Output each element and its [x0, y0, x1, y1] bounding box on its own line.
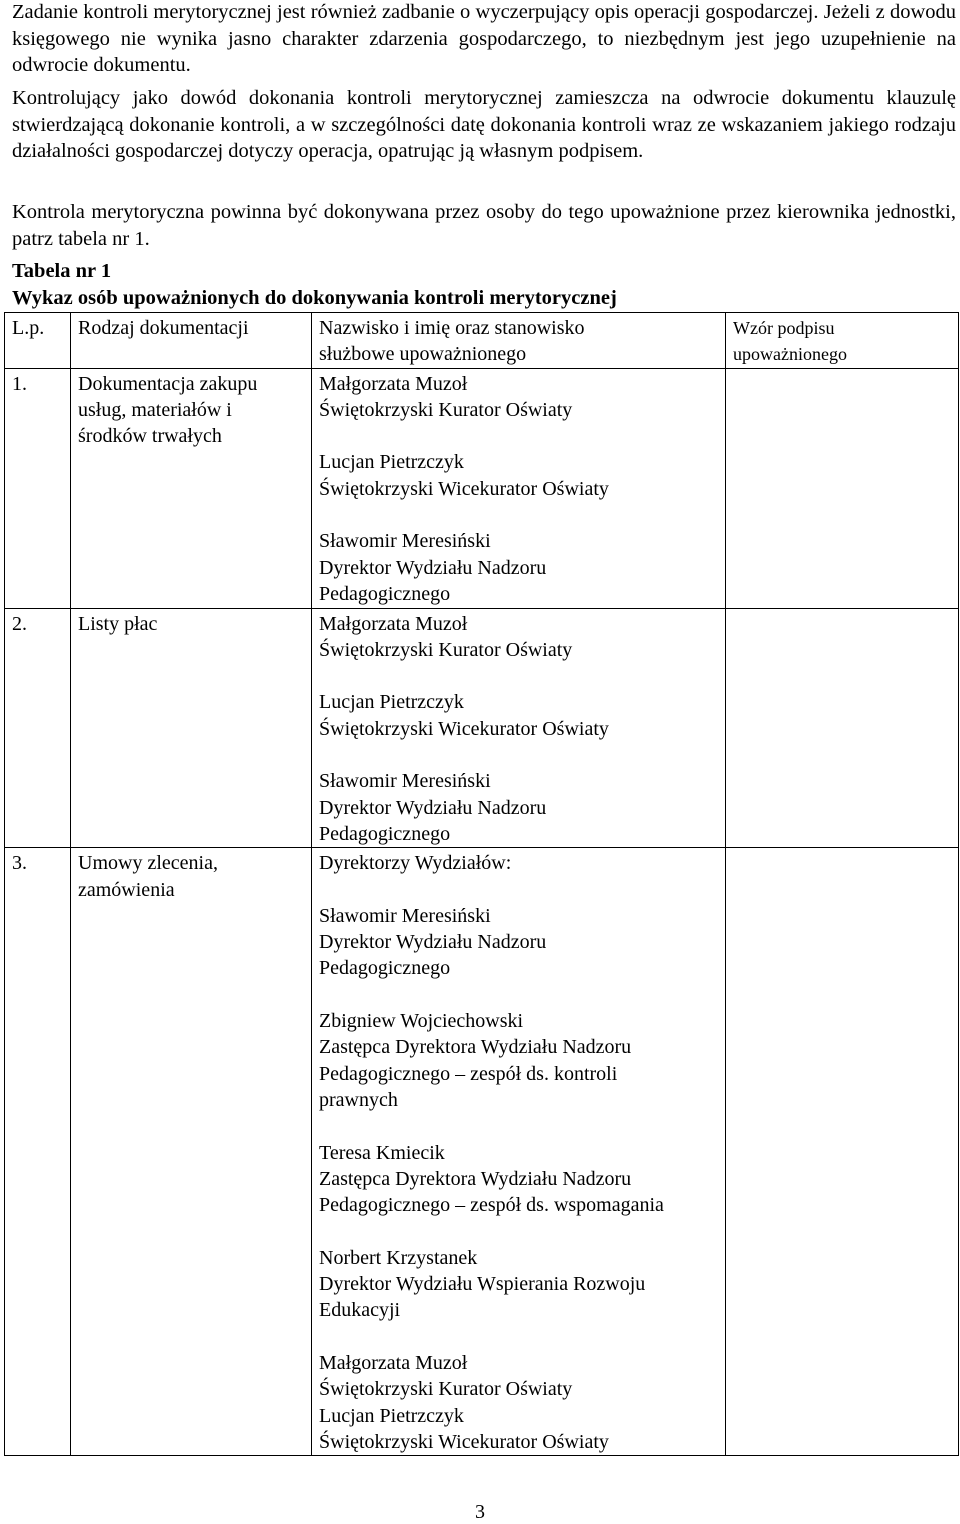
- paragraph-opis-operacji: Zadanie kontroli merytorycznej jest również zadbanie o wyczerpujący opis operacji gospodarczej. Jeżeli z dowodu księgowego nie wynika jasno charakter zdarzenia gospodarczego, to niezbędnym jest jego uzupełnienie na odwrocie dokumentu.: [12, 1, 956, 77]
- cell-wzor-podpisu: [726, 608, 959, 848]
- cell-lp: 2.: [5, 608, 71, 848]
- header-wzor-podpisu: Wzór podpisu upoważnionego: [726, 313, 959, 369]
- person-entry: Małgorzata Muzoł Świętokrzyski Kurator Oświaty: [319, 372, 573, 421]
- cell-rodzaj-dokumentacji: Umowy zlecenia, zamówienia: [71, 848, 312, 1456]
- person-entry: Sławomir Meresiński Dyrektor Wydziału Nadzoru Pedagogicznego: [319, 530, 547, 605]
- header-nazwisko-stanowisko: Nazwisko i imię oraz stanowisko służbowe upoważnionego: [312, 313, 726, 369]
- header-rodzaj-dokumentacji: Rodzaj dokumentacji: [71, 313, 312, 369]
- person-entry: Małgorzata Muzoł Świętokrzyski Kurator Oświaty Lucjan Pietrzczyk Świętokrzyski Wicekurator Oświaty: [319, 1351, 609, 1453]
- paragraph-osoby-upowaznione: Kontrola merytoryczna powinna być dokonywana przez osoby do tego upoważnione przez kierownika jednostki, patrz tabela nr 1.: [12, 201, 956, 250]
- person-entry: Teresa Kmiecik Zastępca Dyrektora Wydziału Nadzoru Pedagogicznego – zespół ds. wspomagania: [319, 1141, 664, 1217]
- authorized-persons-table: [4, 312, 959, 1456]
- table-title: Tabela nr 1: [12, 260, 112, 282]
- person-entry: Sławomir Meresiński Dyrektor Wydziału Nadzoru Pedagogicznego: [319, 904, 547, 980]
- person-entry: Dyrektorzy Wydziałów:: [319, 852, 512, 875]
- cell-lp: 3.: [5, 848, 71, 1456]
- cell-rodzaj-dokumentacji: Dokumentacja zakupu usług, materiałów i środków trwałych: [71, 368, 312, 608]
- person-entry: Lucjan Pietrzczyk Świętokrzyski Wicekurator Oświaty: [319, 691, 609, 740]
- cell-rodzaj-dokumentacji: Listy płac: [71, 608, 312, 848]
- person-entry: Małgorzata Muzoł Świętokrzyski Kurator Oświaty: [319, 612, 573, 661]
- person-entry: Norbert Krzystanek Dyrektor Wydziału Wspierania Rozwoju Edukacyji: [319, 1246, 646, 1322]
- table-row: [5, 608, 959, 848]
- person-entry: Lucjan Pietrzczyk Świętokrzyski Wicekurator Oświaty: [319, 451, 609, 500]
- person-entry: Zbigniew Wojciechowski Zastępca Dyrektora Wydziału Nadzoru Pedagogicznego – zespół ds. kontroli prawnych: [319, 1010, 632, 1111]
- page-number: 3: [475, 1501, 485, 1523]
- cell-osoby-upowaznione: [312, 848, 726, 1456]
- cell-wzor-podpisu: [726, 368, 959, 608]
- person-entry: Sławomir Meresiński Dyrektor Wydziału Nadzoru Pedagogicznego: [319, 770, 547, 845]
- paragraph-klauzula-kontroli: Kontrolujący jako dowód dokonania kontroli merytorycznej zamieszcza na odwrocie dokumentu klauzulę stwierdzającą dokonanie kontroli, a w szczególności datę dokonania kontroli wraz ze wskazaniem jakiego rodzaju działalności gospodarczej dotyczy operacja, opatrując ją własnym podpisem.: [12, 87, 956, 163]
- cell-wzor-podpisu: [726, 848, 959, 1456]
- table-row: [5, 368, 959, 608]
- cell-lp: 1.: [5, 368, 71, 608]
- header-lp: L.p.: [5, 313, 71, 369]
- table-row: [5, 848, 959, 1456]
- table-subtitle: Wykaz osób upoważnionych do dokonywania kontroli merytorycznej: [12, 287, 617, 309]
- cell-osoby-upowaznione: [312, 608, 726, 848]
- cell-osoby-upowaznione: [312, 368, 726, 608]
- table-header-row: [5, 313, 959, 369]
